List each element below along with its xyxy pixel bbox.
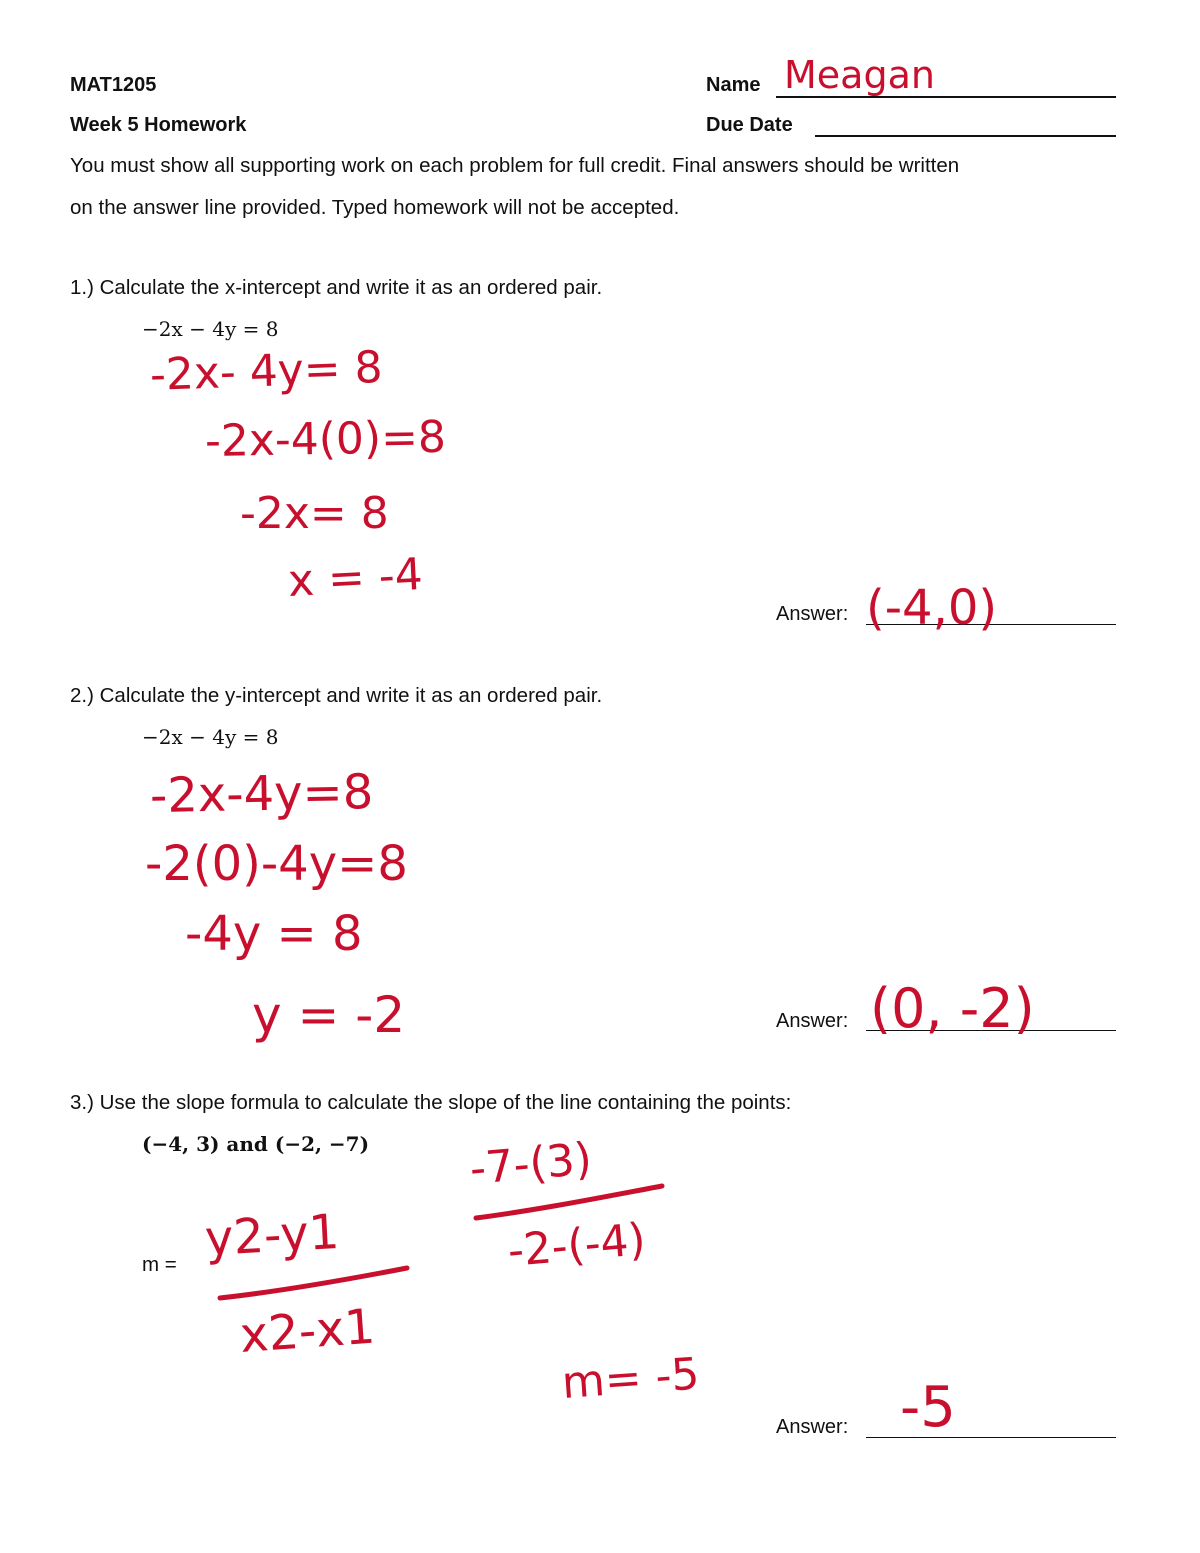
problem-2-prompt: 2.) Calculate the y-intercept and write it as an ordered pair. [70, 684, 603, 707]
name-value: Meagan [784, 53, 935, 97]
instructions-line-2: on the answer line provided. Typed homework will not be accepted. [70, 196, 680, 219]
problem-3-points: (−4, 3) and (−2, −7) [142, 1132, 370, 1156]
slope-result: m= -5 [560, 1348, 702, 1409]
problem-1-work-4: x = -4 [286, 548, 424, 607]
problem-2-work-2: -2(0)-4y=8 [145, 836, 408, 892]
problem-1-answer: (-4,0) [866, 580, 998, 636]
assignment-title: Week 5 Homework [70, 114, 247, 136]
problem-2-work-1: -2x-4y=8 [149, 764, 374, 824]
problem-1-prompt: 1.) Calculate the x-intercept and write it as an ordered pair. [70, 276, 603, 299]
problem-3-answer-label: Answer: [776, 1416, 849, 1438]
name-label: Name [706, 74, 761, 96]
problem-1-work-1: -2x- 4y= 8 [149, 341, 384, 401]
sub-denominator: -2-(-4) [505, 1214, 648, 1277]
problem-3-prompt: 3.) Use the slope formula to calculate the slope of the line containing the points: [70, 1091, 792, 1114]
due-date-label: Due Date [706, 114, 793, 136]
problem-1-answer-label: Answer: [776, 603, 849, 625]
formula-fraction-bar [215, 1258, 415, 1304]
problem-1-work-3: -2x= 8 [240, 488, 389, 539]
m-label: m = [142, 1253, 177, 1276]
problem-3-answer: -5 [900, 1375, 956, 1440]
problem-1-work-2: -2x-4(0)=8 [204, 411, 447, 467]
instructions-line-1: You must show all supporting work on each problem for full credit. Final answers should be written [70, 154, 960, 177]
problem-2-work-3: -4y = 8 [185, 906, 363, 962]
problem-2-equation: −2x − 4y = 8 [142, 725, 279, 749]
sub-numerator: -7-(3) [467, 1133, 594, 1195]
problem-2-answer-label: Answer: [776, 1010, 849, 1032]
due-date-line [815, 135, 1116, 137]
formula-denominator: x2-x1 [238, 1298, 377, 1364]
problem-2-work-4: y = -2 [252, 986, 406, 1044]
problem-2-answer: (0, -2) [870, 977, 1035, 1040]
problem-1-equation: −2x − 4y = 8 [142, 317, 279, 341]
formula-numerator: y2-y1 [203, 1204, 341, 1267]
course-code: MAT1205 [70, 74, 157, 96]
